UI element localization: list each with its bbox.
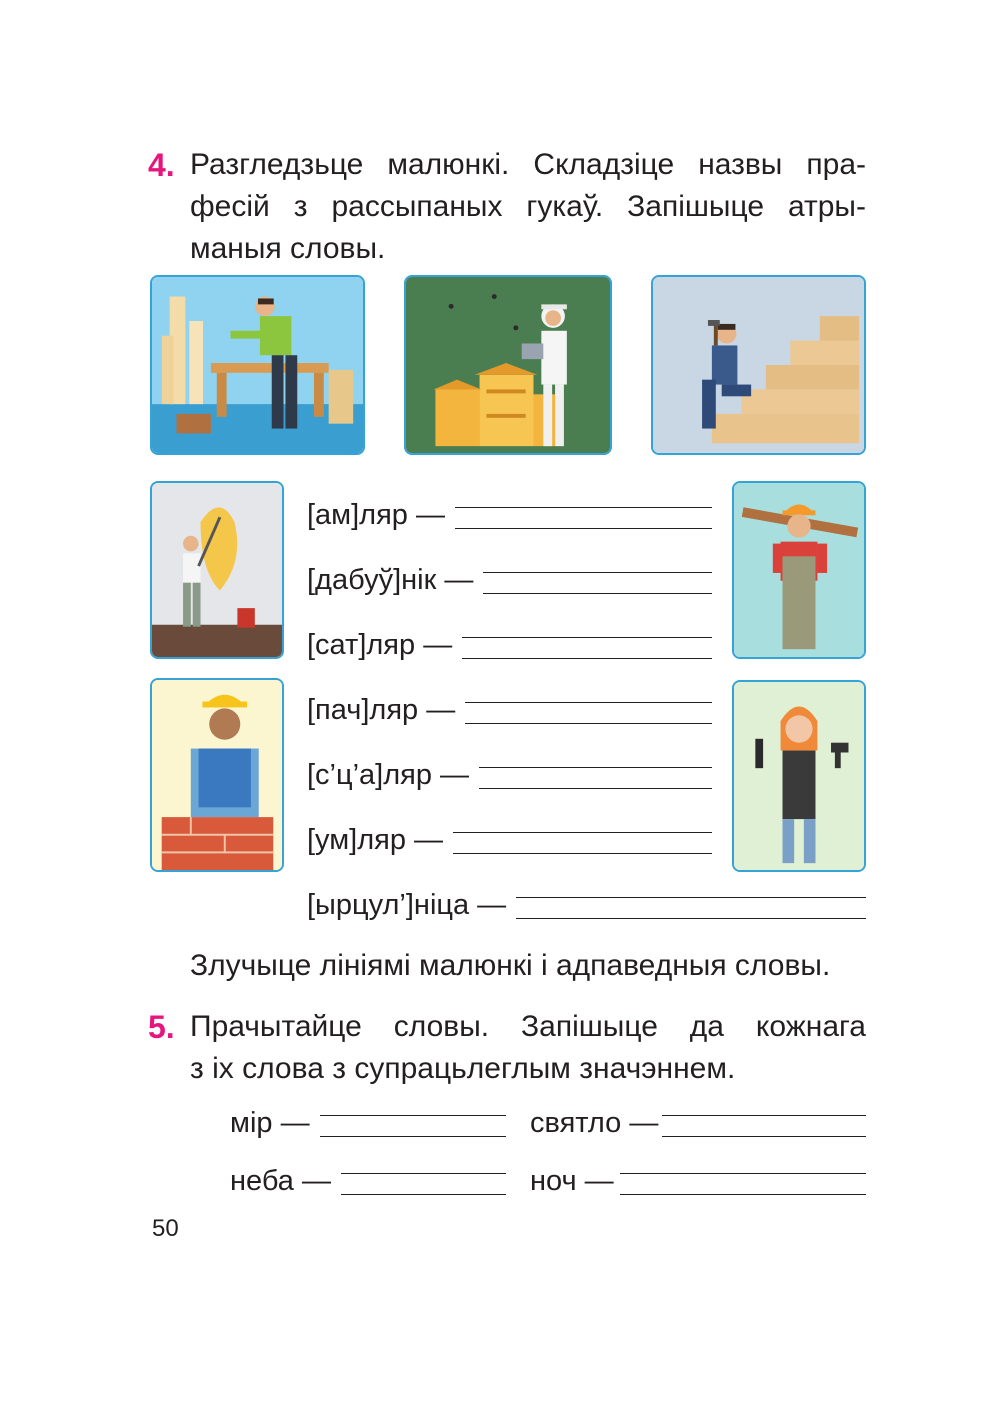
task-4-number: 4. <box>148 147 175 183</box>
answer-line[interactable] <box>341 1173 506 1195</box>
joiner-picture <box>651 275 866 455</box>
task-5-text <box>190 1006 866 1090</box>
answer-line[interactable] <box>320 1115 506 1137</box>
page-number: 50 <box>152 1215 179 1242</box>
task-5-number: 5. <box>148 1009 175 1045</box>
antonym-word: ноч — <box>530 1164 614 1197</box>
answer-line[interactable] <box>483 572 712 594</box>
scrambled-word: [дабуў]нік — <box>307 563 474 596</box>
scrambled-word-row <box>307 755 712 795</box>
antonym-row <box>230 1161 506 1201</box>
scrambled-word: [ам]ляр — <box>307 498 445 531</box>
answer-line[interactable] <box>453 832 712 854</box>
scrambled-word: [с’ц’а]ляр — <box>307 758 470 791</box>
hairdresser-picture <box>732 680 866 872</box>
scrambled-word: [ырцул’]ніца — <box>307 888 507 921</box>
builder-picture <box>732 481 866 659</box>
answer-line[interactable] <box>455 507 712 529</box>
antonym-word: мір — <box>230 1106 310 1139</box>
answer-line[interactable] <box>516 897 866 919</box>
scrambled-word: [пач]ляр — <box>307 693 456 726</box>
task-4-text <box>190 144 866 270</box>
scrambled-word: [ум]ляр — <box>307 823 444 856</box>
scrambled-word-row <box>307 690 712 730</box>
bricklayer-picture <box>150 678 284 872</box>
antonym-word: неба — <box>230 1164 331 1197</box>
task-4-line: фесій з рассыпаных гукаў. Запішыце атры- <box>190 190 866 223</box>
beekeeper-picture <box>404 275 612 455</box>
carpenter-picture <box>150 275 365 455</box>
task-4-line: маныя словы. <box>190 232 386 265</box>
scrambled-word-row <box>307 495 712 535</box>
answer-line[interactable] <box>465 702 712 724</box>
scrambled-word-row <box>307 820 712 860</box>
task-4-line: Разгледзьце малюнкі. Складзіце назвы пра- <box>190 148 866 181</box>
task-5-line: Прачытайце словы. Запішыце да кожнага <box>190 1010 866 1043</box>
task-5-line: з іх слова з супрацьлеглым значэннем. <box>190 1052 736 1085</box>
scrambled-word-row <box>307 625 712 665</box>
scrambled-word: [сат]ляр — <box>307 628 453 661</box>
scrambled-word-row <box>307 560 712 600</box>
answer-line[interactable] <box>662 1115 866 1137</box>
antonym-row <box>530 1103 866 1143</box>
antonym-word: святло — <box>530 1106 659 1139</box>
antonym-row <box>230 1103 506 1143</box>
painter-picture <box>150 481 284 659</box>
task-4-instruction: Злучыце лініямі малюнкі і адпаведныя словы. <box>190 949 831 982</box>
answer-line[interactable] <box>620 1173 866 1195</box>
scrambled-word-row <box>307 885 866 925</box>
antonym-row <box>530 1161 866 1201</box>
answer-line[interactable] <box>462 637 712 659</box>
answer-line[interactable] <box>479 767 712 789</box>
